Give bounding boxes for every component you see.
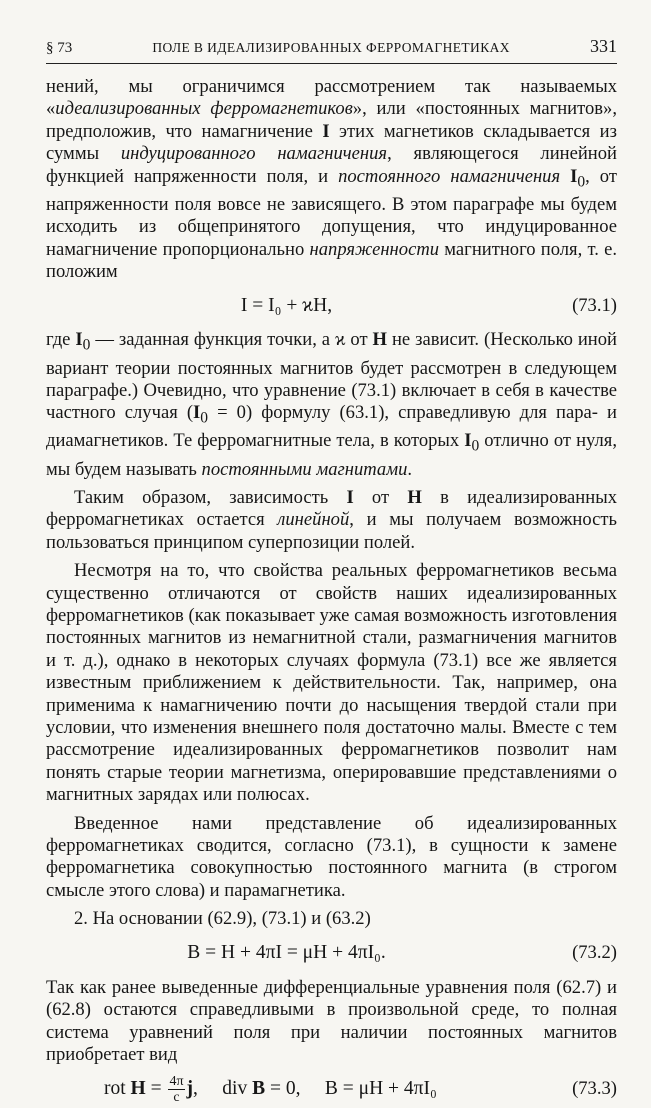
paragraph: где $I_0$ — заданная функция точки, а ϰ от H не зависит. (Несколько иной вариант теории постоянных магнитов будет рассмотрен в следующем параграфе.) Очевидно, что уравнение (73.1) включает в себя в качестве частного случая $(I_0 = 0)$ формулу (63.1), справедливую для пара- и диамагнетиков. Те ферромагнитные тела, в которых $I_0$ отлично от нуля, мы будем называть постоянными магнитами. [46, 329, 618, 480]
equation-73-1 [46, 287, 617, 325]
paragraph: нений, мы ограничимся рассмотрением так называемых «идеализированных ферромагнетиков», или «постоянных магнитов», предположив, что намагничение I этих магнетиков складывается из суммы индуцированного намагничения, являющегося линейной функцией напряженности поля, и постоянного намагничения $I_0$, от напряженности поля вовсе не зависящего. В этом параграфе мы будем исходить из общепринятого допущения, что индуцированное намагничение пропорционально напряженности магнитного поля, т. е. положим [46, 76, 618, 282]
fraction: $\frac{4\pi}{c}$ [169, 1073, 184, 1105]
paragraph: 2. На основании (62.9), (73.1) и (63.2) [74, 908, 371, 930]
equation-number: (73.3) [572, 1078, 617, 1100]
equation-number: (73.2) [572, 942, 617, 964]
paragraph: Несмотря на то, что свойства реальных ферромагнетиков весьма существенно отличаются от свойств наших идеализированных ферромагнетиков (как показывает уже самая возможность изготовления постоянных магнитов из немагнитной стали, размагничения магнитов и т. д.), однако в некоторых случаях формула (73.1) все же является известным приближением к действительности. Так, например, она применима к намагничению почти до насыщения твердой стали при условии, что изменения внешнего поля достаточно малы. Вместе с тем рассмотрение идеализированных ферромагнетиков позволит нам понять старые теории магнетизма, оперировавшие представлениями о магнитных зарядах или полюсах. [46, 560, 617, 806]
equation-body: B = H + 4πI = μH + 4πI₀. [187, 942, 386, 964]
page-number: 331 [589, 36, 617, 56]
paragraph: Введенное нами представление об идеализированных ферромагнетиках сводится, согласно (73.1), в сущности к замене ферромагнетика совокупностью постоянного магнита (в строгом смысле этого слова) и парамагнетика. [46, 812, 617, 901]
equation-body: I = I₀ + ϰH, [240, 295, 333, 317]
equation-73-3 [46, 1070, 617, 1108]
equation-body: rot H = $\frac{4\pi}{c}$ j, div B = 0, B = μH + 4πI₀ [104, 1073, 437, 1105]
paragraph: Так как ранее выведенные дифференциальные уравнения поля (62.7) и (62.8) остаются справедливыми в произвольной среде, то полная система уравнений поля при наличии постоянных магнитов приобретает вид [46, 976, 617, 1065]
section-mark: § 73 [46, 40, 73, 56]
paragraph: Таким образом, зависимость I от H в идеализированных ферромагнетиках остается линейной, и мы получаем возможность пользоваться принципом суперпозиции полей. [46, 486, 618, 553]
equation-73-2 [46, 935, 617, 973]
running-title: ПОЛЕ В ИДЕАЛИЗИРОВАННЫХ ФЕРРОМАГНЕТИКАХ [152, 40, 510, 55]
body-text [46, 76, 617, 1108]
equation-number: (73.1) [572, 295, 617, 317]
running-head [46, 36, 617, 64]
